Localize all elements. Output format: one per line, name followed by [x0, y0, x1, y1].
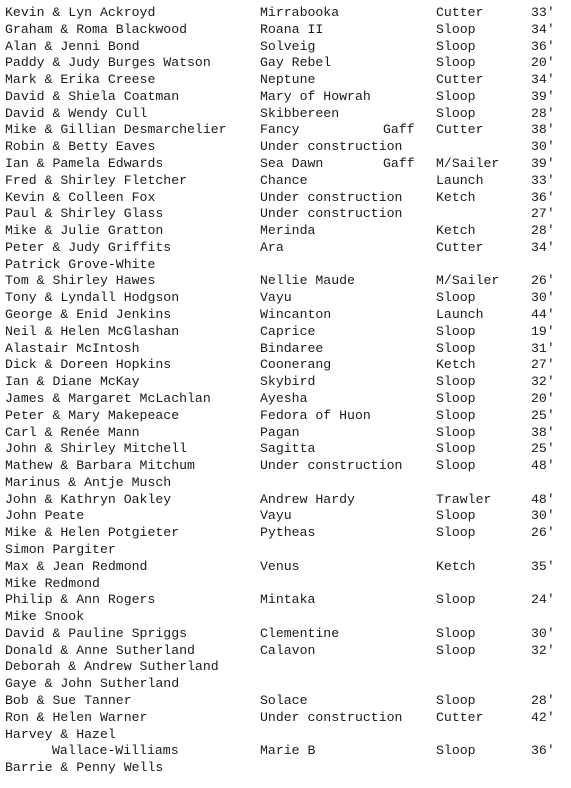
- member-boat: Bindaree: [260, 340, 324, 356]
- member-row: [0, 507, 571, 524]
- member-row: [0, 155, 571, 172]
- member-row: [0, 675, 571, 692]
- member-boat: Ara: [260, 239, 284, 255]
- member-length: 30': [531, 139, 555, 155]
- member-row: [0, 323, 571, 340]
- member-length: 34': [531, 21, 555, 37]
- member-name: Mike Redmond: [5, 575, 100, 591]
- member-length: 30': [531, 290, 555, 306]
- member-length: 33': [531, 172, 555, 188]
- member-boat: Coonerang: [260, 357, 332, 373]
- member-name: Carl & Renée Mann: [5, 424, 140, 440]
- member-row: [0, 424, 571, 441]
- member-name: Barrie & Penny Wells: [5, 760, 164, 776]
- member-row: [0, 692, 571, 709]
- member-type: Sloop: [436, 525, 476, 541]
- member-name: Dick & Doreen Hopkins: [5, 357, 172, 373]
- member-boat: Clementine: [260, 625, 340, 641]
- member-boat: Under construction: [260, 709, 403, 725]
- member-name: Robin & Betty Eaves: [5, 139, 156, 155]
- member-boat: Merinda: [260, 223, 316, 239]
- member-row: [0, 256, 571, 273]
- member-boat: Vayu: [260, 290, 292, 306]
- member-length: 35': [531, 558, 555, 574]
- member-name: Graham & Roma Blackwood: [5, 21, 188, 37]
- member-type: Sloop: [436, 105, 476, 121]
- member-row: [0, 591, 571, 608]
- member-row: [0, 440, 571, 457]
- member-length: 27': [531, 357, 555, 373]
- member-name: Mike & Gillian Desmarchelier: [5, 122, 227, 138]
- member-length: 20': [531, 55, 555, 71]
- member-length: 39': [531, 156, 555, 172]
- member-length: 26': [531, 273, 555, 289]
- member-length: 27': [531, 206, 555, 222]
- member-length: 19': [531, 323, 555, 339]
- member-boat: Pytheas: [260, 525, 316, 541]
- member-row: [0, 189, 571, 206]
- member-boat: Roana II: [260, 21, 324, 37]
- member-length: 28': [531, 692, 555, 708]
- member-boat: Pagan: [260, 424, 300, 440]
- member-row: [0, 340, 571, 357]
- member-name: Mathew & Barbara Mitchum: [5, 458, 195, 474]
- member-row: [0, 88, 571, 105]
- member-type: M/Sailer: [436, 273, 500, 289]
- member-name: Peter & Mary Makepeace: [5, 407, 180, 423]
- member-row: [0, 759, 571, 776]
- member-boat: Chance: [260, 172, 308, 188]
- member-length: 31': [531, 340, 555, 356]
- member-length: 33': [531, 5, 555, 20]
- member-name: Neil & Helen McGlashan: [5, 323, 180, 339]
- member-type: Sloop: [436, 625, 476, 641]
- member-row: [0, 54, 571, 71]
- member-name: Ian & Pamela Edwards: [5, 156, 164, 172]
- member-row: [0, 524, 571, 541]
- member-boat: Mirrabooka: [260, 5, 340, 20]
- member-name: Alastair McIntosh: [5, 340, 140, 356]
- member-name: Wallace-Williams: [52, 743, 179, 759]
- member-name: Mike Snook: [5, 609, 85, 625]
- member-row: [0, 625, 571, 642]
- member-type: Launch: [436, 172, 484, 188]
- member-type: Cutter: [436, 709, 484, 725]
- member-boat: Andrew Hardy: [260, 491, 355, 507]
- member-name: John Peate: [5, 508, 85, 524]
- member-type: Sloop: [436, 290, 476, 306]
- member-name: David & Wendy Cull: [5, 105, 148, 121]
- member-name: Kevin & Lyn Ackroyd: [5, 5, 156, 20]
- member-length: 39': [531, 88, 555, 104]
- member-boat: Skybird: [260, 374, 316, 390]
- member-boat: Calavon: [260, 642, 316, 658]
- member-row: [0, 138, 571, 155]
- member-type: Ketch: [436, 189, 476, 205]
- member-type: Sloop: [436, 21, 476, 37]
- member-row: [0, 658, 571, 675]
- member-name: Harvey & Hazel: [5, 726, 116, 742]
- member-boat: Under construction: [260, 139, 403, 155]
- member-name: Kevin & Colleen Fox: [5, 189, 156, 205]
- member-name: George & Enid Jenkins: [5, 307, 172, 323]
- member-type: Cutter: [436, 122, 484, 138]
- member-type: Ketch: [436, 223, 476, 239]
- member-boat: Caprice: [260, 323, 316, 339]
- member-type: Sloop: [436, 55, 476, 71]
- member-length: 20': [531, 390, 555, 406]
- member-name: Tony & Lyndall Hodgson: [5, 290, 180, 306]
- member-length: 26': [531, 525, 555, 541]
- member-boat: Skibbereen: [260, 105, 340, 121]
- member-name: David & Pauline Spriggs: [5, 625, 188, 641]
- member-row: [0, 541, 571, 558]
- member-row: [0, 306, 571, 323]
- member-name: Philip & Ann Rogers: [5, 592, 156, 608]
- member-row: [0, 642, 571, 659]
- member-length: 28': [531, 223, 555, 239]
- member-row: [0, 356, 571, 373]
- member-boat: Mary of Howrah: [260, 88, 371, 104]
- member-row: [0, 726, 571, 743]
- member-boat: Under construction: [260, 206, 403, 222]
- member-name: Ian & Diane McKay: [5, 374, 140, 390]
- member-name: Tom & Shirley Hawes: [5, 273, 156, 289]
- member-name: Deborah & Andrew Sutherland: [5, 659, 219, 675]
- member-name: Paul & Shirley Glass: [5, 206, 164, 222]
- member-length: 36': [531, 189, 555, 205]
- member-boat: Solveig: [260, 38, 316, 54]
- member-name: Marinus & Antje Musch: [5, 474, 172, 490]
- member-type: Sloop: [436, 424, 476, 440]
- member-boat: Sagitta: [260, 441, 316, 457]
- member-boat: Solace: [260, 692, 308, 708]
- member-name: Bob & Sue Tanner: [5, 692, 132, 708]
- member-type: Cutter: [436, 72, 484, 88]
- member-name: Patrick Grove-White: [5, 256, 156, 272]
- member-type: Sloop: [436, 592, 476, 608]
- member-name: Peter & Judy Griffits: [5, 239, 172, 255]
- member-length: 38': [531, 424, 555, 440]
- member-type: Sloop: [436, 642, 476, 658]
- member-name: Donald & Anne Sutherland: [5, 642, 195, 658]
- member-row: [0, 71, 571, 88]
- member-name: Gaye & John Sutherland: [5, 676, 180, 692]
- member-name: David & Shiela Coatman: [5, 88, 180, 104]
- member-row: [0, 457, 571, 474]
- member-row: [0, 474, 571, 491]
- member-boat: Nellie Maude: [260, 273, 355, 289]
- member-row: [0, 38, 571, 55]
- member-row: [0, 390, 571, 407]
- member-boat: Mintaka: [260, 592, 316, 608]
- member-length: 34': [531, 72, 555, 88]
- member-type: Sloop: [436, 88, 476, 104]
- member-length: 24': [531, 592, 555, 608]
- member-row: [0, 4, 571, 21]
- member-boat: Marie B: [260, 743, 316, 759]
- member-length: 25': [531, 407, 555, 423]
- member-boat: Gay Rebel: [260, 55, 332, 71]
- member-type: Sloop: [436, 38, 476, 54]
- member-boat: Under construction: [260, 458, 403, 474]
- member-boat: Fedora of Huon: [260, 407, 371, 423]
- member-row: [0, 105, 571, 122]
- member-row: [0, 709, 571, 726]
- member-type: Trawler: [436, 491, 492, 507]
- member-rig: Gaff: [383, 156, 415, 172]
- member-length: 48': [531, 491, 555, 507]
- member-name: Fred & Shirley Fletcher: [5, 172, 188, 188]
- member-row: [0, 205, 571, 222]
- member-type: Cutter: [436, 239, 484, 255]
- member-boat: Wincanton: [260, 307, 332, 323]
- member-row: [0, 222, 571, 239]
- member-name: Mark & Erika Creese: [5, 72, 156, 88]
- member-length: 25': [531, 441, 555, 457]
- member-type: Sloop: [436, 323, 476, 339]
- member-length: 36': [531, 38, 555, 54]
- member-length: 28': [531, 105, 555, 121]
- member-length: 38': [531, 122, 555, 138]
- member-name: Simon Pargiter: [5, 541, 116, 557]
- member-length: 42': [531, 709, 555, 725]
- member-type: Cutter: [436, 5, 484, 20]
- member-type: Sloop: [436, 508, 476, 524]
- member-length: 36': [531, 743, 555, 759]
- member-name: John & Kathryn Oakley: [5, 491, 172, 507]
- member-row: [0, 121, 571, 138]
- member-boat: Fancy: [260, 122, 300, 138]
- member-boat: Sea Dawn: [260, 156, 324, 172]
- member-type: Ketch: [436, 558, 476, 574]
- member-length: 34': [531, 239, 555, 255]
- member-length: 32': [531, 374, 555, 390]
- member-name: James & Margaret McLachlan: [5, 390, 211, 406]
- member-boat: Ayesha: [260, 390, 308, 406]
- member-row: [0, 272, 571, 289]
- member-type: Sloop: [436, 390, 476, 406]
- member-length: 32': [531, 642, 555, 658]
- member-row: [0, 239, 571, 256]
- member-type: Sloop: [436, 743, 476, 759]
- member-type: Sloop: [436, 374, 476, 390]
- member-row: [0, 172, 571, 189]
- member-type: Ketch: [436, 357, 476, 373]
- member-type: Sloop: [436, 340, 476, 356]
- member-boat: Under construction: [260, 189, 403, 205]
- member-boat: Venus: [260, 558, 300, 574]
- member-row: [0, 558, 571, 575]
- member-row: [0, 289, 571, 306]
- member-length: 30': [531, 625, 555, 641]
- member-length: 30': [531, 508, 555, 524]
- member-row: [0, 608, 571, 625]
- member-type: Sloop: [436, 407, 476, 423]
- member-type: M/Sailer: [436, 156, 500, 172]
- member-length: 44': [531, 307, 555, 323]
- member-row: [0, 407, 571, 424]
- member-boat: Neptune: [260, 72, 316, 88]
- member-rig: Gaff: [383, 122, 415, 138]
- member-row: [0, 491, 571, 508]
- member-name: Alan & Jenni Bond: [5, 38, 140, 54]
- member-type: Launch: [436, 307, 484, 323]
- member-name: Mike & Helen Potgieter: [5, 525, 180, 541]
- member-boat: Vayu: [260, 508, 292, 524]
- member-row: [0, 21, 571, 38]
- member-length: 48': [531, 458, 555, 474]
- member-type: Sloop: [436, 692, 476, 708]
- member-name: Max & Jean Redmond: [5, 558, 148, 574]
- member-row: [0, 742, 571, 759]
- member-name: Paddy & Judy Burges Watson: [5, 55, 211, 71]
- member-type: Sloop: [436, 441, 476, 457]
- member-name: Ron & Helen Warner: [5, 709, 148, 725]
- member-type: Sloop: [436, 458, 476, 474]
- member-row: [0, 373, 571, 390]
- member-name: John & Shirley Mitchell: [5, 441, 188, 457]
- member-name: Mike & Julie Gratton: [5, 223, 164, 239]
- member-row: [0, 575, 571, 592]
